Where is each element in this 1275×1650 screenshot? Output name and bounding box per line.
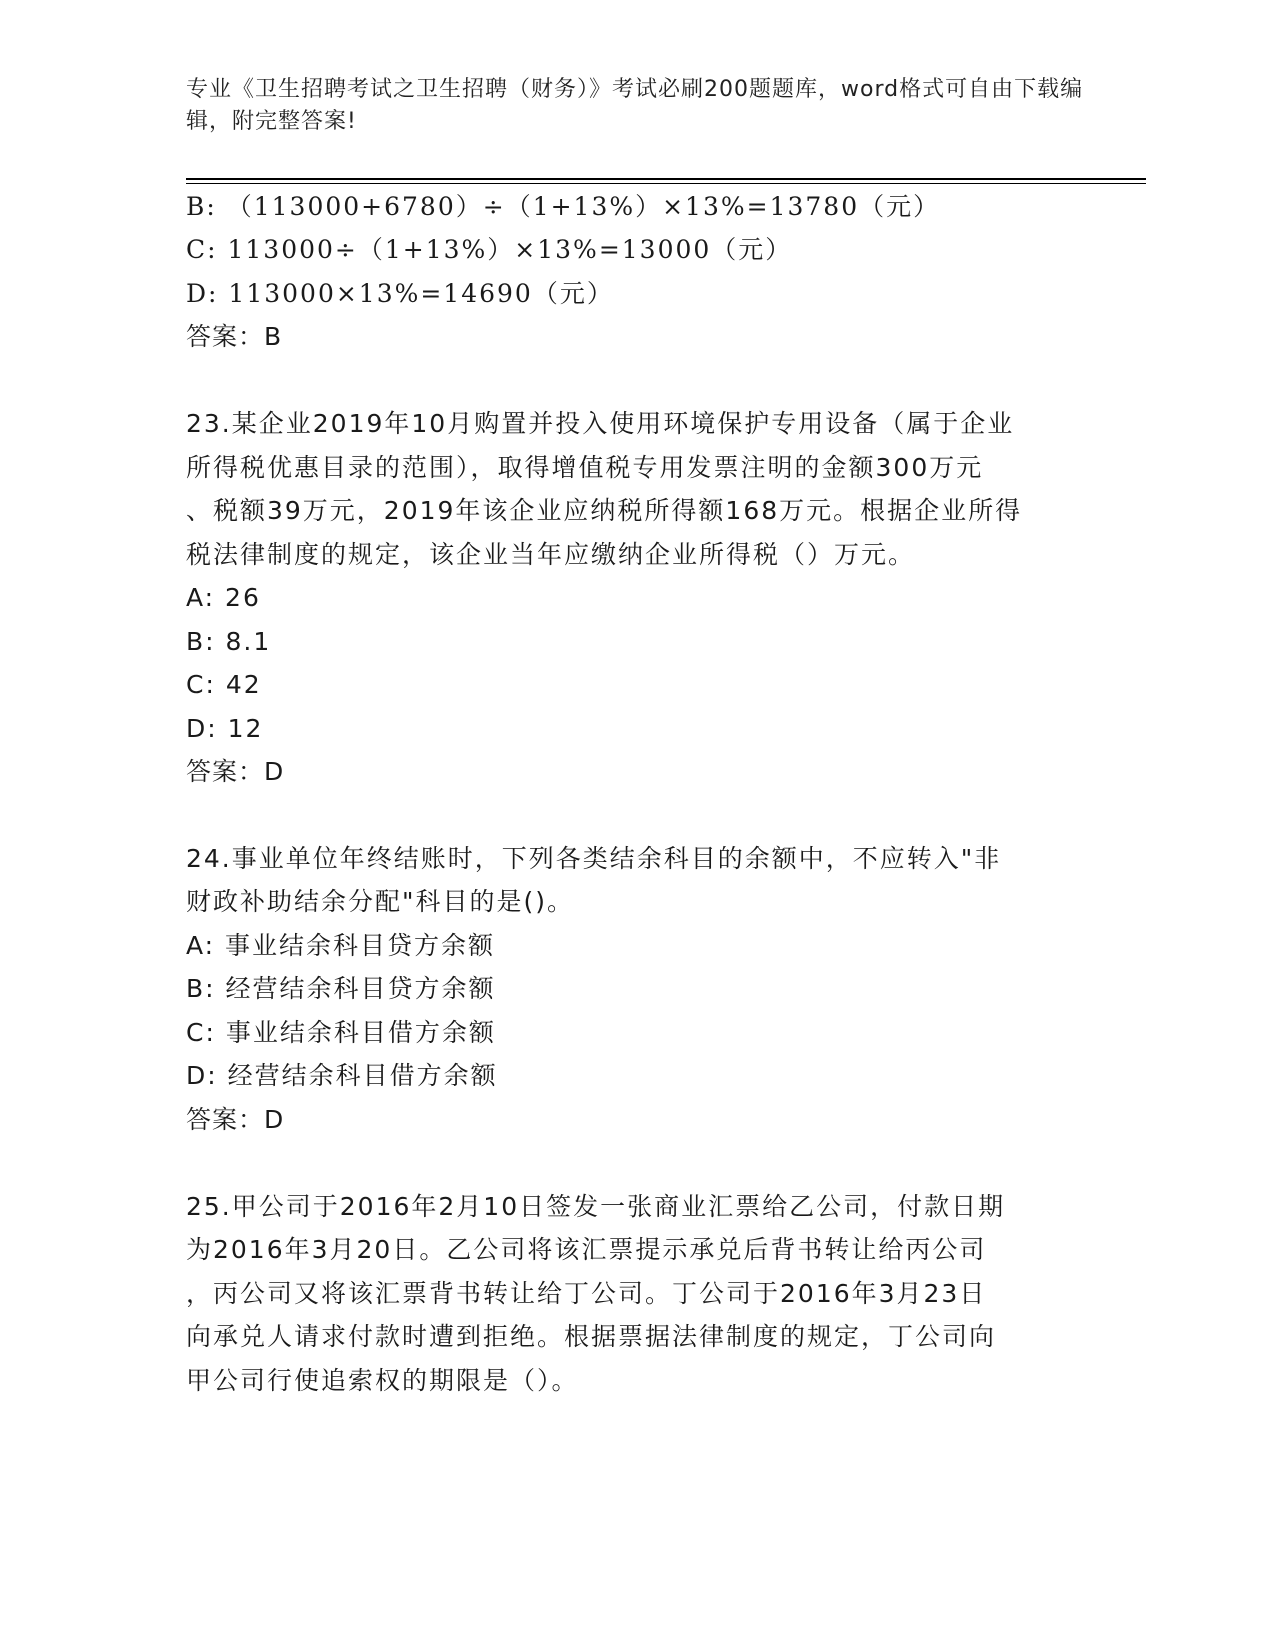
question-23-line-1: 23.某企业2019年10月购置并投入使用环境保护专用设备（属于企业 [186, 409, 1015, 438]
question-23-line-4: 税法律制度的规定，该企业当年应缴纳企业所得税（）万元。 [186, 540, 916, 569]
question-23-line-2: 所得税优惠目录的范围），取得增值税专用发票注明的金额300万元 [186, 453, 984, 482]
question-25-line-3: ，丙公司又将该汇票背书转让给丁公司。丁公司于2016年3月23日 [186, 1279, 987, 1308]
option-b: B: （113000+6780）÷（1+13%）×13%=13780（元） [186, 192, 941, 221]
question-23-option-c: C: 42 [186, 670, 262, 699]
question-24-line-1: 24.事业单位年终结账时，下列各类结余科目的余额中，不应转入"非 [186, 844, 1002, 873]
question-23-option-b: B: 8.1 [186, 627, 272, 656]
question-23-line-3: 、税额39万元，2019年该企业应纳税所得额168万元。根据企业所得 [186, 496, 1023, 525]
header-divider-thin [186, 183, 1146, 184]
question-24-option-a: A: 事业结余科目贷方余额 [186, 931, 496, 960]
option-d: D: 113000×13%=14690（元） [186, 279, 614, 308]
question-25-line-2: 为2016年3月20日。乙公司将该汇票提示承兑后背书转让给丙公司 [186, 1235, 987, 1264]
option-c: C: 113000÷（1+13%）×13%=13000（元） [186, 235, 793, 264]
question-24-answer: 答案：D [186, 1105, 285, 1134]
answer: 答案：B [186, 322, 283, 351]
header-divider-thick [186, 178, 1146, 180]
question-25-line-5: 甲公司行使追索权的期限是（）。 [186, 1366, 579, 1395]
question-24-option-d: D: 经营结余科目借方余额 [186, 1061, 498, 1090]
question-24-option-c: C: 事业结余科目借方余额 [186, 1018, 496, 1047]
question-25-line-4: 向承兑人请求付款时遭到拒绝。根据票据法律制度的规定，丁公司向 [186, 1322, 997, 1351]
question-25-line-1: 25.甲公司于2016年2月10日签发一张商业汇票给乙公司，付款日期 [186, 1192, 1006, 1221]
question-24-option-b: B: 经营结余科目贷方余额 [186, 974, 496, 1003]
question-23-option-a: A: 26 [186, 583, 261, 612]
question-24-line-2: 财政补助结余分配"科目的是()。 [186, 887, 575, 916]
page-header: 专业《卫生招聘考试之卫生招聘（财务）》考试必刷200题题库，word格式可自由下载编辑，附完整答案! [186, 77, 1084, 134]
question-23-option-d: D: 12 [186, 714, 264, 743]
question-23-answer: 答案：D [186, 757, 285, 786]
